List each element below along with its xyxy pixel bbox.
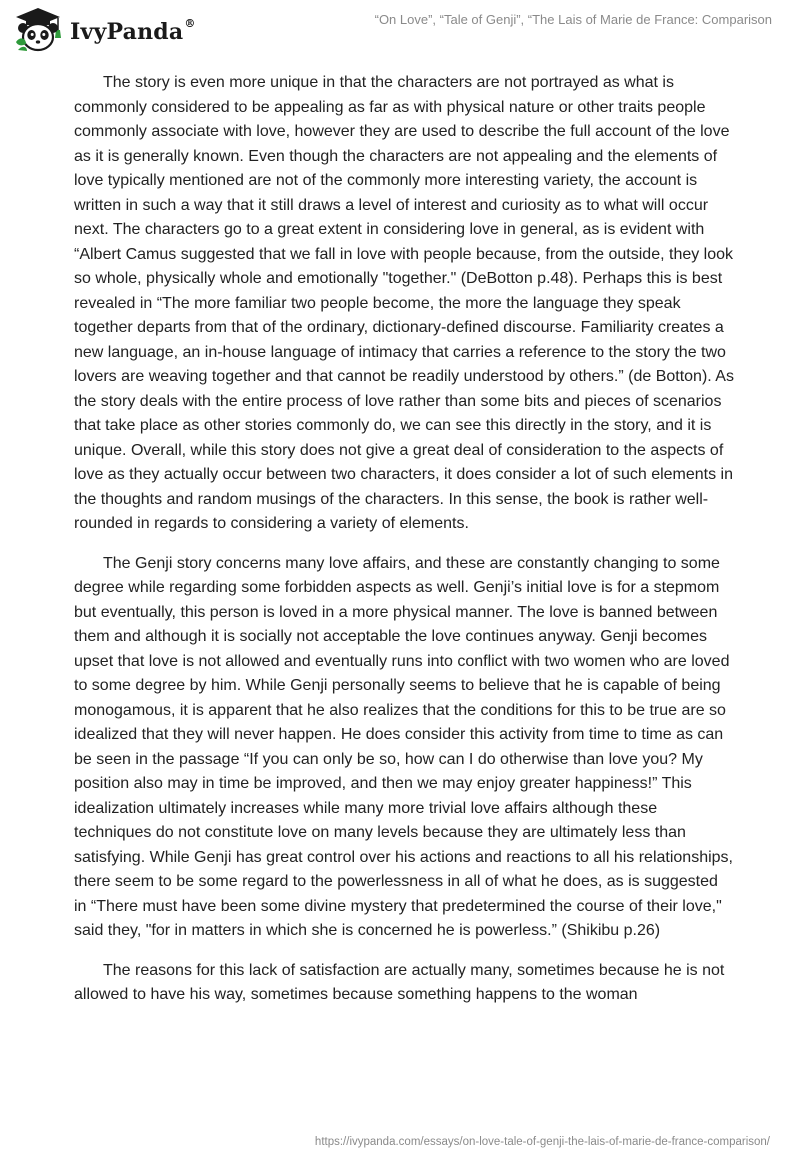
- essay-paragraph: The reasons for this lack of satisfaction are actually many, sometimes because he is not allowed to have his way, sometimes because something happens to the woman: [74, 961, 725, 1003]
- panda-graduation-cap-icon: [12, 6, 64, 52]
- page-header: [0, 0, 800, 60]
- essay-paragraph: The Genji story concerns many love affairs, and these are constantly changing to some degree while regarding some forbidden aspects as well. Genji’s initial love is for a stepmom but eventually, this person is loved in a more physical manner. The love is banned between them and although it is socially not acceptable the love continues anyway. Genji becomes upset that love is not allowed and eventually runs into conflict with two women who are loved to some degree by him. While Genji personally seems to believe that he is capable of being monogamous, it is apparent that he also realizes that the conditions for this to be true are so idealized that they will never happen. He does consider this activity from time to time as can be seen in the passage “If you can only be so, how can I do otherwise than love you? My position also may in time be improved, and then we may enjoy greater happiness!” This idealization ultimately increases while many more trivial love affairs although these techniques do not constitute love on many levels because they are ultimately less than satisfying. While Genji has great control over his actions and reactions to all his relationships, there seem to be some regard to the powerlessness in all of what he does, as is suggested in “There must have been some divine mystery that predetermined the course of their love," said they, "for in matters in which she is concerned he is powerless.” (Shikibu p.26): [74, 554, 733, 939]
- document-running-title: “On Love”, “Tale of Genji”, “The Lais of Marie de France: Comparison: [374, 12, 772, 27]
- source-url[interactable]: https://ivypanda.com/essays/on-love-tale-of-genji-the-lais-of-marie-de-france-comparison/: [314, 1136, 770, 1148]
- essay-body: [74, 71, 734, 1023]
- logo-wordmark: IvyPanda®: [70, 17, 196, 45]
- essay-paragraph: The story is even more unique in that the characters are not portrayed as what is commonly considered to be appealing as far as with physical nature or other traits people commonly associate with love, however they are used to describe the full account of the love as it is generally known. Even though the characters are not appealing and the elements of love typically mentioned are not of the commonly more interesting variety, the account is written in such a way that it still draws a level of interest and curiosity as to what will occur next. The characters go to a great extent in considering love in general, as is evident with “Albert Camus suggested that we fall in love with people because, from the outside, they look so whole, physically whole and emotionally "together." (DeBotton p.48). Perhaps this is best revealed in “The more familiar two people become, the more the language they speak together departs from that of the ordinary, dictionary-defined discourse. Familiarity creates a new language, an in-house language of intimacy that carries a reference to the story the two lovers are weaving together and that cannot be readily understood by others.” (de Botton). As the story deals with the entire process of love rather than some bits and pieces of scenarios that take place as other stories commonly do, we can see this directly in the story, and it is unique. Overall, while this story does not give a great deal of consideration to the aspects of love as they actually occur between two characters, it does consider a lot of such elements in the thoughts and random musings of the characters. In this sense, the book is rather well-rounded in regards to considering a variety of elements.: [74, 74, 734, 532]
- ivypanda-logo[interactable]: [12, 6, 196, 52]
